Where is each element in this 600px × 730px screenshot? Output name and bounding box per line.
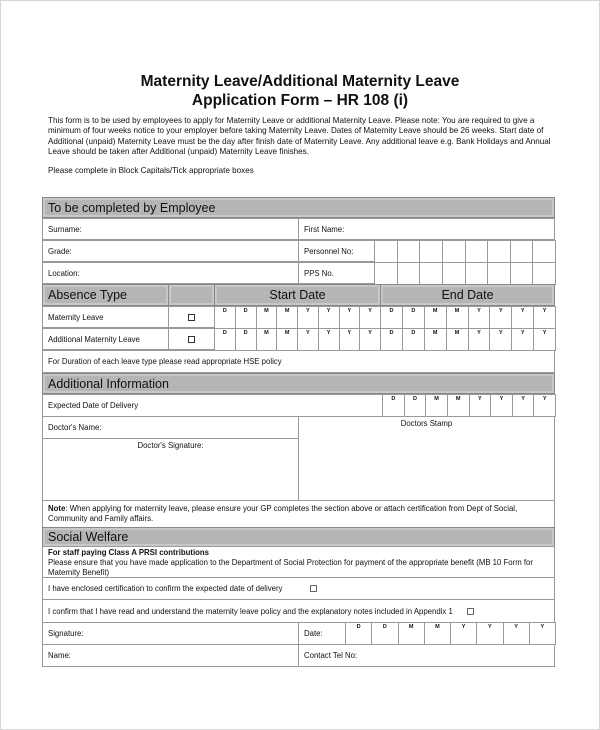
location-label: Location: [48, 268, 80, 278]
form-title [0, 72, 600, 110]
note-label: Note [48, 504, 66, 513]
section-header-social-welfare: Social Welfare [42, 527, 555, 547]
grade-label: Grade: [48, 246, 72, 256]
maternity-start-date-box[interactable]: M [276, 306, 298, 329]
expected-delivery-date-box[interactable]: M [425, 394, 448, 417]
additional-end-date-box[interactable]: Y [511, 328, 534, 351]
intro-text: This form is to be used by employees to apply for Maternity Leave or additional Maternity Leave. Please note: You are required to give a minimum of four weeks notice to your employer before taking Maternity Leave. Dates of Maternity Leave should be 26 weeks. Start date of Additional (unpaid) Maternity Leave must be the day after finish date of Maternity Leave. Any additional leave e.g. Bank Holidays and Annual Leave should be taken after Additional (unpaid) Maternity Leave finishes. [48, 116, 551, 157]
maternity-start-date-box[interactable]: M [256, 306, 278, 329]
date-label: Date: [304, 629, 323, 638]
title-line-1: Maternity Leave/Additional Maternity Leave [140, 73, 460, 90]
personnel-no-label: Personnel No: [304, 246, 354, 256]
expected-delivery-date-box[interactable]: D [382, 394, 405, 417]
pps-no-digit-box[interactable] [419, 262, 443, 285]
confirm-policy-row [42, 599, 555, 623]
first-name-field[interactable] [298, 218, 555, 240]
maternity-start-date-box[interactable]: Y [359, 306, 381, 329]
personnel-no-digit-box[interactable] [532, 240, 556, 263]
expected-delivery-date-box[interactable]: D [404, 394, 427, 417]
start-date-header: Start Date [214, 284, 381, 306]
additional-start-date-box[interactable]: Y [297, 328, 319, 351]
personnel-no-digit-box[interactable] [465, 240, 489, 263]
first-name-label: First Name: [304, 224, 345, 234]
doctor-signature-label: Doctor's Signature: [137, 441, 204, 450]
contact-tel-field[interactable] [298, 644, 555, 667]
additional-end-date-box[interactable]: Y [533, 328, 556, 351]
class-a-text: Please ensure that you have made application to the Department of Social Protection for payment of the appropriate benefit (MB 10 Form for Maternity Benefit) [48, 558, 533, 577]
confirm-policy-label: I confirm that I have read and understand the maternity leave policy and the explanatory notes included in Appendix 1 [48, 606, 453, 616]
pps-no-digit-box[interactable] [442, 262, 466, 285]
pps-no-digit-box[interactable] [487, 262, 511, 285]
additional-start-date-box[interactable]: D [235, 328, 257, 351]
expected-delivery-date-box[interactable]: Y [469, 394, 492, 417]
pps-no-digit-box[interactable] [510, 262, 534, 285]
maternity-leave-checkbox-cell [168, 306, 215, 328]
absence-type-header: Absence Type [42, 284, 169, 306]
additional-end-date-box[interactable]: M [446, 328, 469, 351]
personnel-no-digit-box[interactable] [510, 240, 534, 263]
pps-no-digit-box[interactable] [465, 262, 489, 285]
hse-policy-note: For Duration of each leave type please read appropriate HSE policy [48, 357, 282, 366]
section-header-employee: To be completed by Employee [42, 197, 555, 218]
signature-date-box[interactable]: M [398, 622, 425, 645]
pps-no-digit-box[interactable] [397, 262, 421, 285]
class-a-heading: For staff paying Class A PRSI contributions [48, 548, 210, 557]
additional-leave-label: Additional Maternity Leave [48, 334, 140, 344]
doctors-stamp-area [298, 416, 555, 501]
signature-label: Signature: [48, 629, 84, 638]
maternity-start-date-box[interactable]: D [235, 306, 257, 329]
personnel-no-digit-box[interactable] [374, 240, 398, 263]
expected-delivery-date-box[interactable]: Y [533, 394, 556, 417]
personnel-no-label-cell [298, 240, 375, 262]
doctor-name-label: Doctor's Name: [48, 423, 102, 432]
end-date-header: End Date [380, 284, 555, 306]
additional-start-date-box[interactable]: D [214, 328, 236, 351]
location-field[interactable] [42, 262, 299, 284]
title-line-2: Application Form – HR 108 (i) [191, 92, 409, 109]
signature-date-box[interactable]: D [345, 622, 372, 645]
pps-no-label-cell [298, 262, 375, 284]
additional-end-date-box[interactable]: Y [468, 328, 491, 351]
additional-start-date-box[interactable]: Y [318, 328, 340, 351]
signature-date-box[interactable]: Y [476, 622, 503, 645]
doctors-stamp-label: Doctors Stamp [400, 419, 453, 428]
additional-start-date-box[interactable]: M [256, 328, 278, 351]
maternity-end-date-box[interactable]: Y [533, 306, 556, 329]
block-capitals-note: Please complete in Block Capitals/Tick appropriate boxes [48, 166, 254, 175]
signature-field[interactable] [42, 622, 299, 645]
maternity-start-date-box[interactable]: Y [297, 306, 319, 329]
contact-tel-label: Contact Tel No: [304, 651, 358, 660]
maternity-leave-label-cell [42, 306, 169, 328]
maternity-end-date-box[interactable]: Y [511, 306, 534, 329]
name-label: Name: [48, 651, 71, 660]
signature-date-box[interactable]: D [371, 622, 398, 645]
signature-date-box[interactable]: Y [529, 622, 556, 645]
personnel-no-digit-box[interactable] [397, 240, 421, 263]
maternity-end-date-box[interactable]: Y [489, 306, 512, 329]
section-header-additional-info: Additional Information [42, 373, 555, 394]
doctor-name-field[interactable] [42, 416, 299, 439]
name-field[interactable] [42, 644, 299, 667]
maternity-end-date-box[interactable]: M [424, 306, 447, 329]
absence-tick-header [168, 284, 215, 306]
maternity-end-date-box[interactable]: Y [468, 306, 491, 329]
date-label-cell [298, 622, 346, 645]
maternity-leave-label: Maternity Leave [48, 312, 104, 322]
note-text: : When applying for maternity leave, please ensure your GP completes the section above or attach certification from Dept of Social, Community and Family affairs. [48, 504, 518, 523]
enclosed-certification-checkbox[interactable] [310, 585, 317, 592]
enclosed-certification-label: I have enclosed certification to confirm the expected date of delivery [48, 584, 283, 593]
additional-end-date-box[interactable]: Y [489, 328, 512, 351]
maternity-start-date-box[interactable]: Y [339, 306, 361, 329]
personnel-no-digit-box[interactable] [442, 240, 466, 263]
surname-field[interactable] [42, 218, 299, 240]
signature-date-box[interactable]: Y [503, 622, 530, 645]
expected-delivery-label: Expected Date of Delivery [48, 401, 139, 410]
maternity-end-date-box[interactable]: D [402, 306, 425, 329]
additional-leave-checkbox-cell [168, 328, 215, 350]
signature-date-box[interactable]: M [424, 622, 451, 645]
hse-policy-note-cell [42, 350, 555, 373]
enclosed-certification-row [42, 577, 555, 600]
additional-start-date-box[interactable]: Y [339, 328, 361, 351]
expected-delivery-label-cell [42, 394, 383, 417]
gp-note-cell [42, 500, 555, 528]
expected-delivery-date-box[interactable]: M [447, 394, 470, 417]
maternity-end-date-box[interactable]: M [446, 306, 469, 329]
additional-start-date-box[interactable]: Y [359, 328, 381, 351]
expected-delivery-date-box[interactable]: Y [512, 394, 535, 417]
confirm-policy-checkbox[interactable] [467, 608, 474, 615]
additional-end-date-box[interactable]: M [424, 328, 447, 351]
additional-start-date-box[interactable]: M [276, 328, 298, 351]
pps-no-digit-box[interactable] [532, 262, 556, 285]
maternity-start-date-box[interactable]: Y [318, 306, 340, 329]
pps-no-label: PPS No. [304, 268, 334, 278]
surname-label: Surname: [48, 224, 82, 234]
personnel-no-digit-box[interactable] [419, 240, 443, 263]
additional-leave-checkbox[interactable] [188, 336, 195, 343]
maternity-start-date-box[interactable]: D [214, 306, 236, 329]
maternity-leave-checkbox[interactable] [188, 314, 195, 321]
class-a-cell [42, 546, 555, 578]
grade-field[interactable] [42, 240, 299, 262]
doctor-signature-field[interactable] [42, 438, 299, 501]
additional-end-date-box[interactable]: D [402, 328, 425, 351]
expected-delivery-date-box[interactable]: Y [490, 394, 513, 417]
signature-date-box[interactable]: Y [450, 622, 477, 645]
additional-end-date-box[interactable]: D [380, 328, 403, 351]
personnel-no-digit-box[interactable] [487, 240, 511, 263]
pps-no-digit-box[interactable] [374, 262, 398, 285]
maternity-end-date-box[interactable]: D [380, 306, 403, 329]
additional-leave-label-cell [42, 328, 169, 350]
